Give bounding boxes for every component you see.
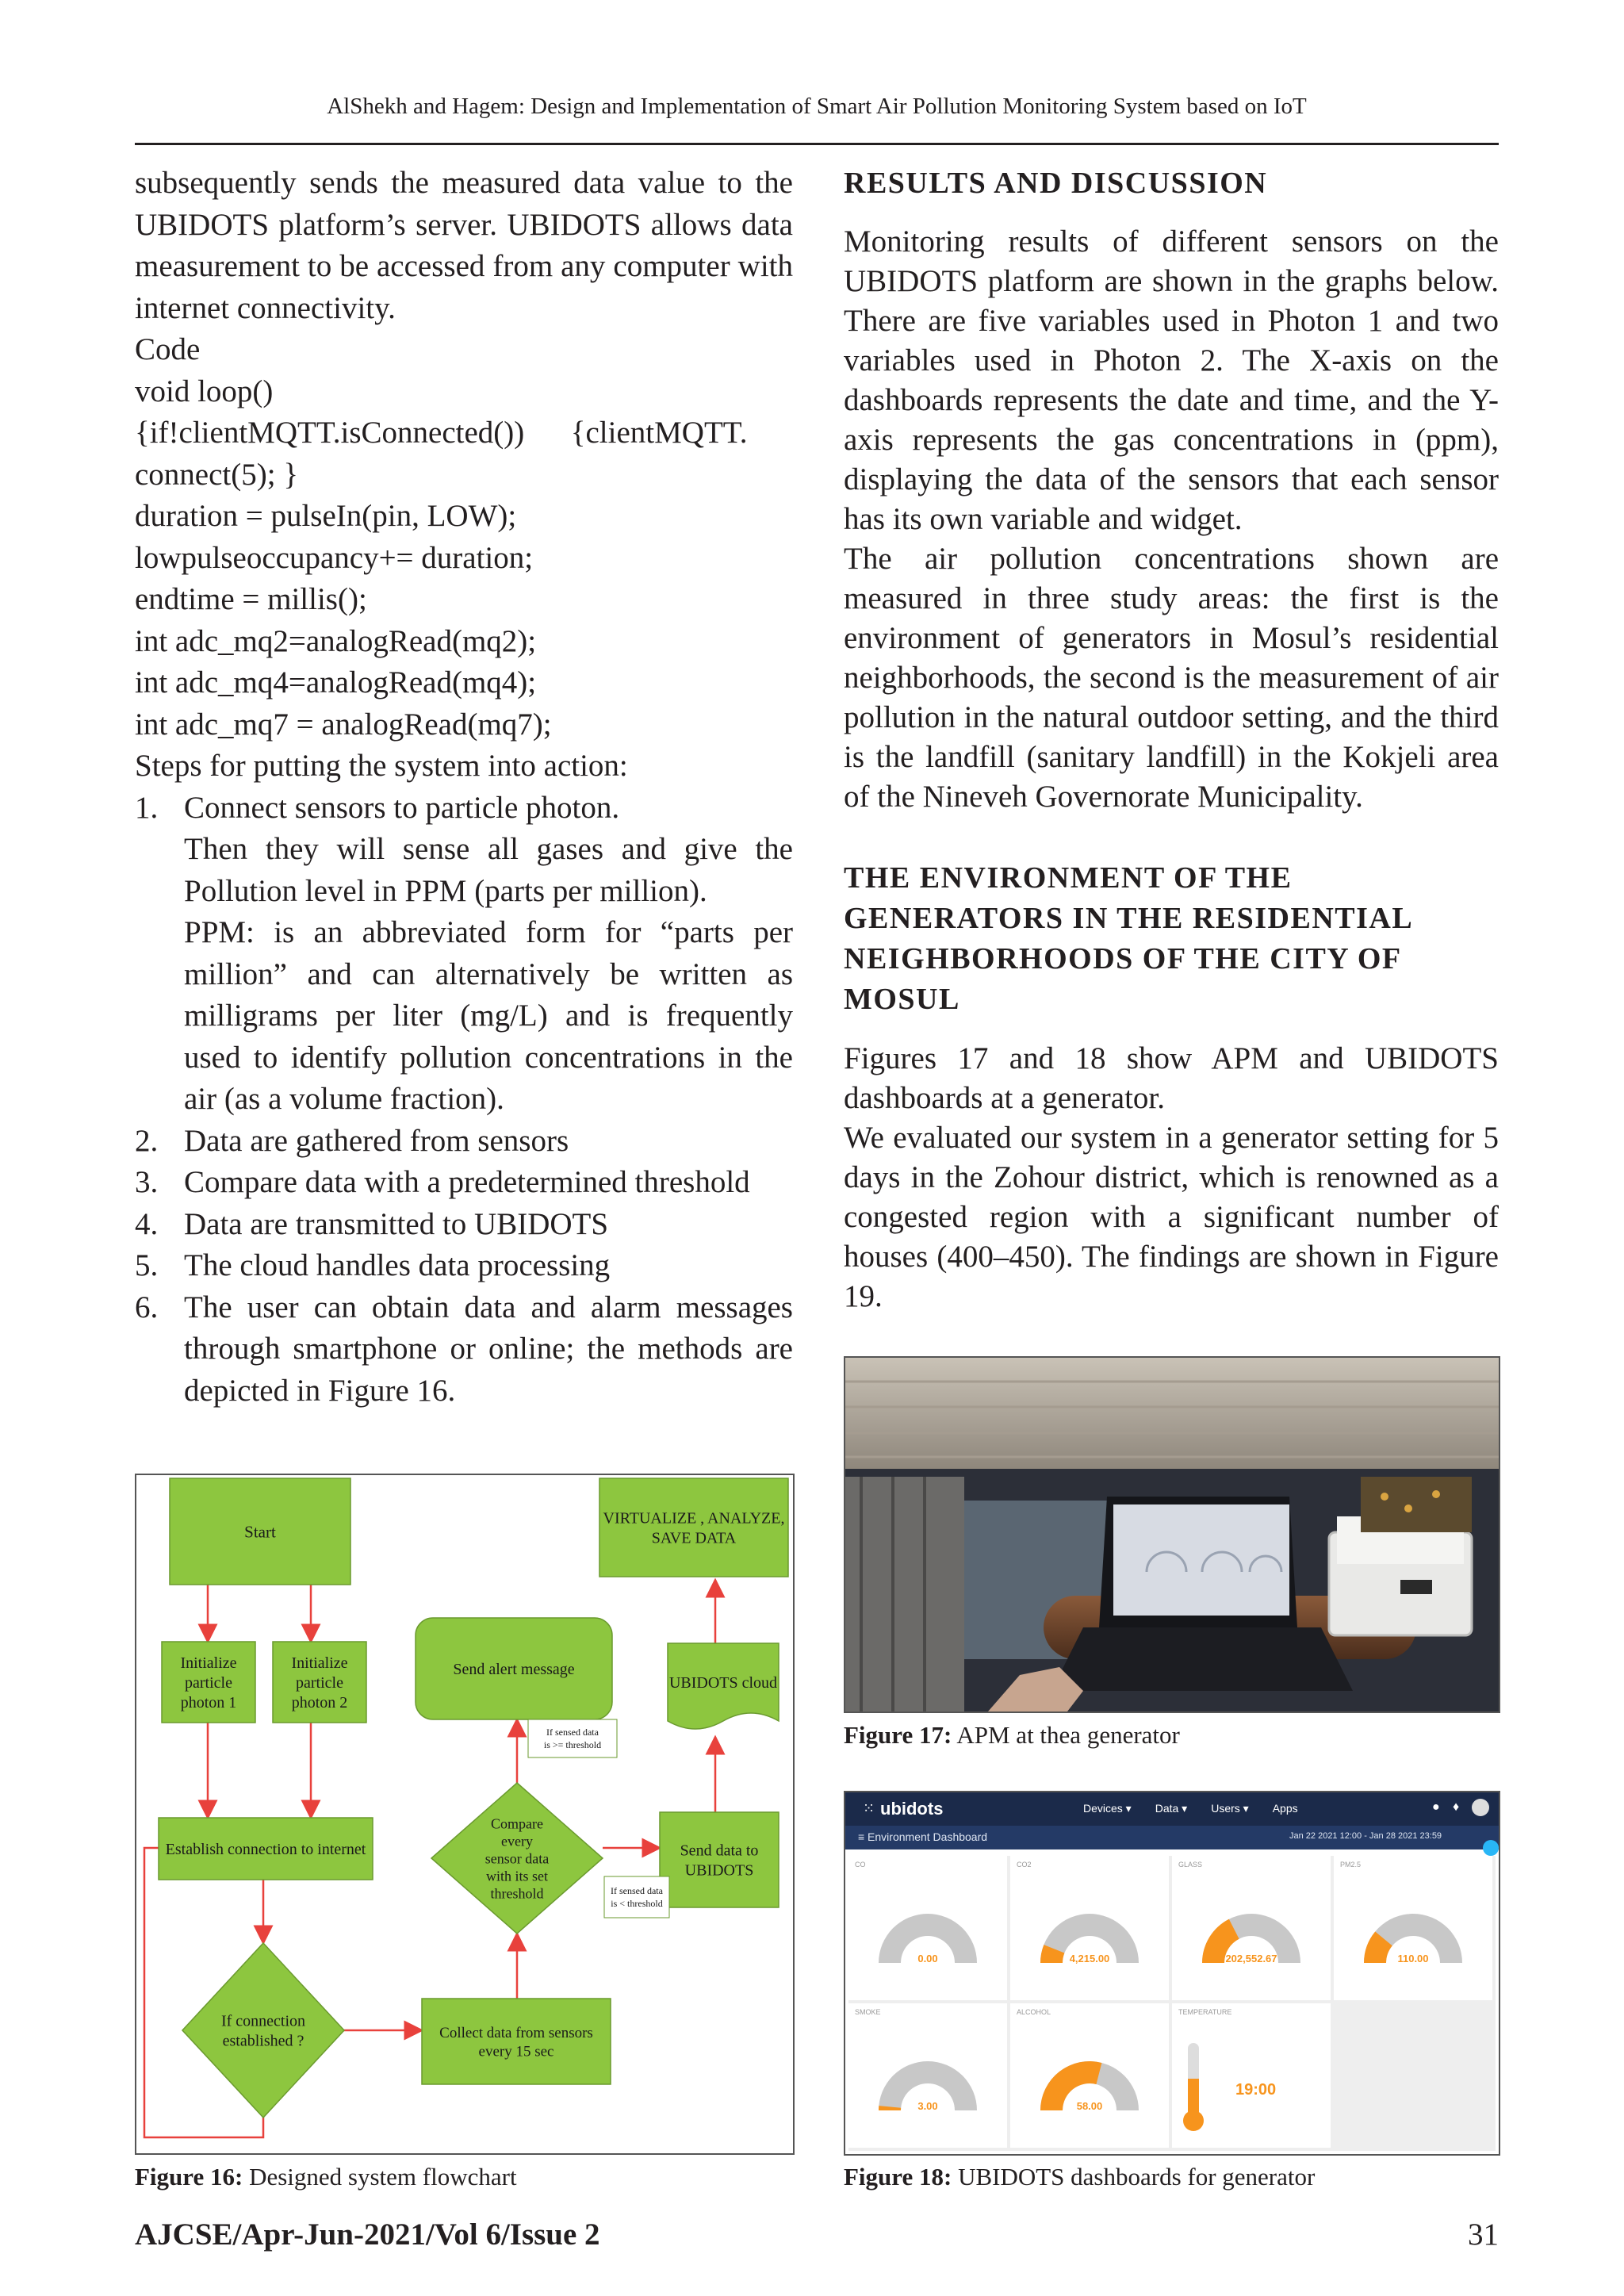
intro-paragraph: subsequently sends the measured data value to the UBIDOTS platform’s server. UBIDOTS allows data measurement to be accessed from any computer with internet connectivity. — [135, 166, 793, 325]
steps-list — [135, 788, 793, 1412]
flow-init-photon1-label: Initialize — [180, 1654, 237, 1672]
dashboard-nav — [1083, 1802, 1298, 1815]
widget-label: ALCOHOL — [1017, 2008, 1051, 2016]
figure-17-photo — [844, 1356, 1500, 1713]
code-line: duration = pulseIn(pin, LOW); — [135, 499, 517, 533]
flow-send-alert-label: Send alert message — [453, 1661, 575, 1678]
right-column — [844, 163, 1499, 1317]
list-item-number: 4. — [135, 1206, 159, 1241]
header-rule — [135, 143, 1499, 145]
dashboard-topbar — [845, 1792, 1499, 1826]
widget-value: 0.00 — [917, 1953, 938, 1964]
dashboard-subbar — [845, 1826, 1499, 1849]
list-item — [135, 1204, 793, 1246]
widget-card[interactable] — [848, 1856, 1007, 2000]
date-range[interactable]: Jan 22 2021 12:00 - Jan 28 2021 23:59 — [1289, 1831, 1442, 1841]
ubidots-logo-icon: ⁙ — [863, 1800, 875, 1816]
flow-collect-label: every 15 sec — [478, 2043, 554, 2060]
gauge-icon — [848, 2003, 1007, 2148]
widget-label: GLASS — [1178, 1861, 1203, 1869]
figure-17-text: APM at thea generator — [952, 1721, 1180, 1749]
code-line: {if!clientMQTT.isConnected()) {clientMQTT. — [135, 416, 748, 450]
widget-card[interactable] — [1334, 1856, 1492, 2000]
widget-label: CO2 — [1017, 1861, 1032, 1869]
list-item — [135, 1121, 793, 1163]
flow-init-photon1-label: photon 1 — [180, 1694, 237, 1711]
figure-16-flowchart — [135, 1474, 795, 2155]
flow-establish-label: Establish connection to internet — [165, 1841, 366, 1858]
list-item-text: Then they will sense all gases and give the Pollution level in PPM (parts per million). — [184, 832, 793, 908]
gauge-icon — [1010, 2003, 1169, 2148]
list-item-text: The cloud handles data processing — [184, 1248, 611, 1282]
list-item-text: The user can obtain data and alarm messages through smartphone or online; the methods are depicted in Figure 16. — [184, 1290, 793, 1408]
widget-value: 202,552.67 — [1225, 1953, 1277, 1964]
figure-16-text: Designed system flowchart — [243, 2163, 517, 2191]
list-item-number: 3. — [135, 1165, 159, 1199]
flow-if-connection-label: If connection — [220, 2012, 306, 2030]
thermometer-icon — [1172, 2003, 1331, 2148]
nav-item[interactable]: Users ▾ — [1211, 1802, 1249, 1815]
gauge-icon — [1010, 1856, 1169, 2000]
generators-heading: THE ENVIRONMENT OF THE GENERATORS IN THE RESIDENTIAL NEIGHBORHOODS OF THE CITY OF MOSUL — [844, 861, 1412, 1016]
code-line: connect(5); } — [135, 457, 299, 492]
flow-condition-ge-label: If sensed data — [546, 1727, 599, 1738]
list-item — [135, 829, 793, 912]
list-item — [135, 1287, 793, 1412]
figure-16-label: Figure 16: — [135, 2163, 243, 2191]
flow-condition-ge-label: is >= threshold — [543, 1739, 602, 1751]
flow-condition-lt-label: is < threshold — [611, 1898, 663, 1910]
code-line: endtime = millis(); — [135, 582, 367, 616]
avatar[interactable] — [1472, 1799, 1489, 1816]
figure-17-caption — [844, 1721, 1180, 1750]
code-line: int adc_mq4=analogRead(mq4); — [135, 665, 537, 700]
list-item-text: PPM: is an abbreviated form for “parts per million” and can alternatively be written as milligrams per liter (mg/L) and is frequently used to identify pollution concentrations in the air (as a volume fraction). — [184, 915, 793, 1116]
code-block — [135, 371, 793, 746]
code-line: int adc_mq2=analogRead(mq2); — [135, 623, 537, 658]
code-line: int adc_mq7 = analogRead(mq7); — [135, 707, 552, 742]
list-item — [135, 788, 793, 830]
flow-if-connection-label: established ? — [222, 2032, 304, 2050]
flow-start-label: Start — [244, 1522, 276, 1542]
flow-init-photon2-label: photon 2 — [291, 1694, 348, 1711]
widget-label: TEMPERATURE — [1178, 2008, 1232, 2016]
widget-label: CO — [855, 1861, 866, 1869]
list-item-text: Data are gathered from sensors — [184, 1123, 569, 1158]
widget-value: 3.00 — [917, 2100, 938, 2112]
widget-card[interactable] — [1010, 2003, 1169, 2148]
figure-18-dashboard — [844, 1791, 1500, 2156]
generators-paragraph-2: We evaluated our system in a generator setting for 5 days in the Zohour district, which is renowned as a congested region with a significant number of houses (400–450). The findings are shown in Figure 19. — [844, 1120, 1499, 1313]
gauge-icon — [1334, 1856, 1492, 2000]
flow-compare-label: Compare — [491, 1815, 543, 1832]
dashboard-add-button[interactable] — [1483, 1840, 1499, 1856]
widget-value: 19:00 — [1235, 2081, 1277, 2099]
widget-card[interactable] — [1172, 2003, 1331, 2148]
flow-compare-label: sensor data — [485, 1850, 550, 1867]
list-item — [135, 1245, 793, 1287]
flow-send-ubidots-label: UBIDOTS — [684, 1861, 754, 1880]
bell-icon[interactable]: ♦ — [1453, 1800, 1460, 1814]
list-item-number: 5. — [135, 1248, 159, 1282]
list-item-number: 2. — [135, 1123, 159, 1158]
nav-item[interactable]: Data ▾ — [1155, 1802, 1188, 1815]
flow-visualize-label: VIRTUALIZE , ANALYZE, — [603, 1509, 785, 1527]
flow-init-photon1-label: particle — [185, 1674, 232, 1692]
code-line: void loop() — [135, 374, 274, 408]
flow-condition-lt-label: If sensed data — [611, 1885, 663, 1897]
gauge-icon — [848, 1856, 1007, 2000]
widget-card[interactable] — [848, 2003, 1007, 2148]
flow-compare-label: threshold — [490, 1885, 544, 1902]
list-item — [135, 1162, 793, 1204]
widget-value: 4,215.00 — [1069, 1953, 1110, 1964]
dashboard-title: ≡ Environment Dashboard — [858, 1830, 988, 1843]
list-item-text: Connect sensors to particle photon. — [184, 790, 620, 825]
nav-item[interactable]: Devices ▾ — [1083, 1802, 1132, 1815]
help-icon[interactable]: ● — [1432, 1800, 1440, 1814]
figure-16-caption — [135, 2163, 517, 2191]
flow-compare-label: every — [501, 1833, 533, 1849]
code-line: lowpulseoccupancy+= duration; — [135, 540, 534, 575]
list-item-number: 1. — [135, 790, 159, 825]
flow-collect-label: Collect data from sensors — [439, 2024, 593, 2041]
figure-17-label: Figure 17: — [844, 1721, 952, 1749]
results-heading: RESULTS AND DISCUSSION — [844, 167, 1268, 200]
flow-visualize-label: SAVE DATA — [651, 1529, 737, 1547]
list-item — [135, 912, 793, 1121]
nav-item[interactable]: Apps — [1272, 1802, 1298, 1815]
journal-footer: AJCSE/Apr-Jun-2021/Vol 6/Issue 2 — [135, 2217, 600, 2252]
flow-ubidots-cloud-label: UBIDOTS cloud — [668, 1674, 778, 1692]
flow-send-ubidots-label: Send data to — [680, 1842, 759, 1860]
widget-value: 58.00 — [1076, 2100, 1103, 2112]
list-item-number: 6. — [135, 1290, 159, 1324]
gauge-icon — [1172, 1856, 1331, 2000]
generators-paragraph-1: Figures 17 and 18 show APM and UBIDOTS dashboards at a generator. — [844, 1041, 1499, 1115]
results-paragraph-2: The air pollution concentrations shown are measured in three study areas: the first is the environment of generators in Mosul’s residential neighborhoods, the second is the measurement of air pollution in the natural outdoor setting, and the third is the landfill (sanitary landfill) in the Kokjeli area of the Nineveh Governorate Municipality. — [844, 541, 1499, 814]
page-number: 31 — [1468, 2217, 1499, 2252]
widget-grid — [848, 1856, 1496, 2151]
flow-init-photon2-label: particle — [296, 1674, 343, 1692]
flowchart-svg — [136, 1475, 793, 2153]
results-paragraph-1: Monitoring results of different sensors on the UBIDOTS platform are shown in the graphs below. There are five variables used in Photon 1 and two variables used in Photon 2. The X-axis on the dashboards represents the date and time, and the Y-axis represents the gas concentrations in (ppm), displaying the data of the sensors that each sensor has its own variable and widget. — [844, 224, 1499, 536]
widget-label: SMOKE — [855, 2008, 881, 2016]
widget-card[interactable] — [1172, 1856, 1331, 2000]
left-column — [135, 163, 793, 1412]
flow-init-photon2-label: Initialize — [291, 1654, 348, 1672]
code-label: Code — [135, 332, 201, 366]
figure-18-label: Figure 18: — [844, 2163, 952, 2191]
running-header: AlShekh and Hagem: Design and Implementation of Smart Air Pollution Monitoring System based on IoT — [327, 94, 1307, 119]
list-item-text: Data are transmitted to UBIDOTS — [184, 1206, 609, 1241]
figure-18-caption — [844, 2163, 1315, 2191]
widget-label: PM2.5 — [1340, 1861, 1362, 1869]
widget-card[interactable] — [1010, 1856, 1169, 2000]
list-item-text: Compare data with a predetermined threshold — [184, 1165, 750, 1199]
widget-value: 110.00 — [1397, 1953, 1429, 1964]
brand-name: ubidots — [880, 1799, 944, 1819]
steps-intro: Steps for putting the system into action: — [135, 749, 628, 783]
flow-compare-label: with its set — [485, 1868, 549, 1884]
figure-18-text: UBIDOTS dashboards for generator — [952, 2163, 1316, 2191]
generator-photo-illustration — [845, 1358, 1499, 1711]
